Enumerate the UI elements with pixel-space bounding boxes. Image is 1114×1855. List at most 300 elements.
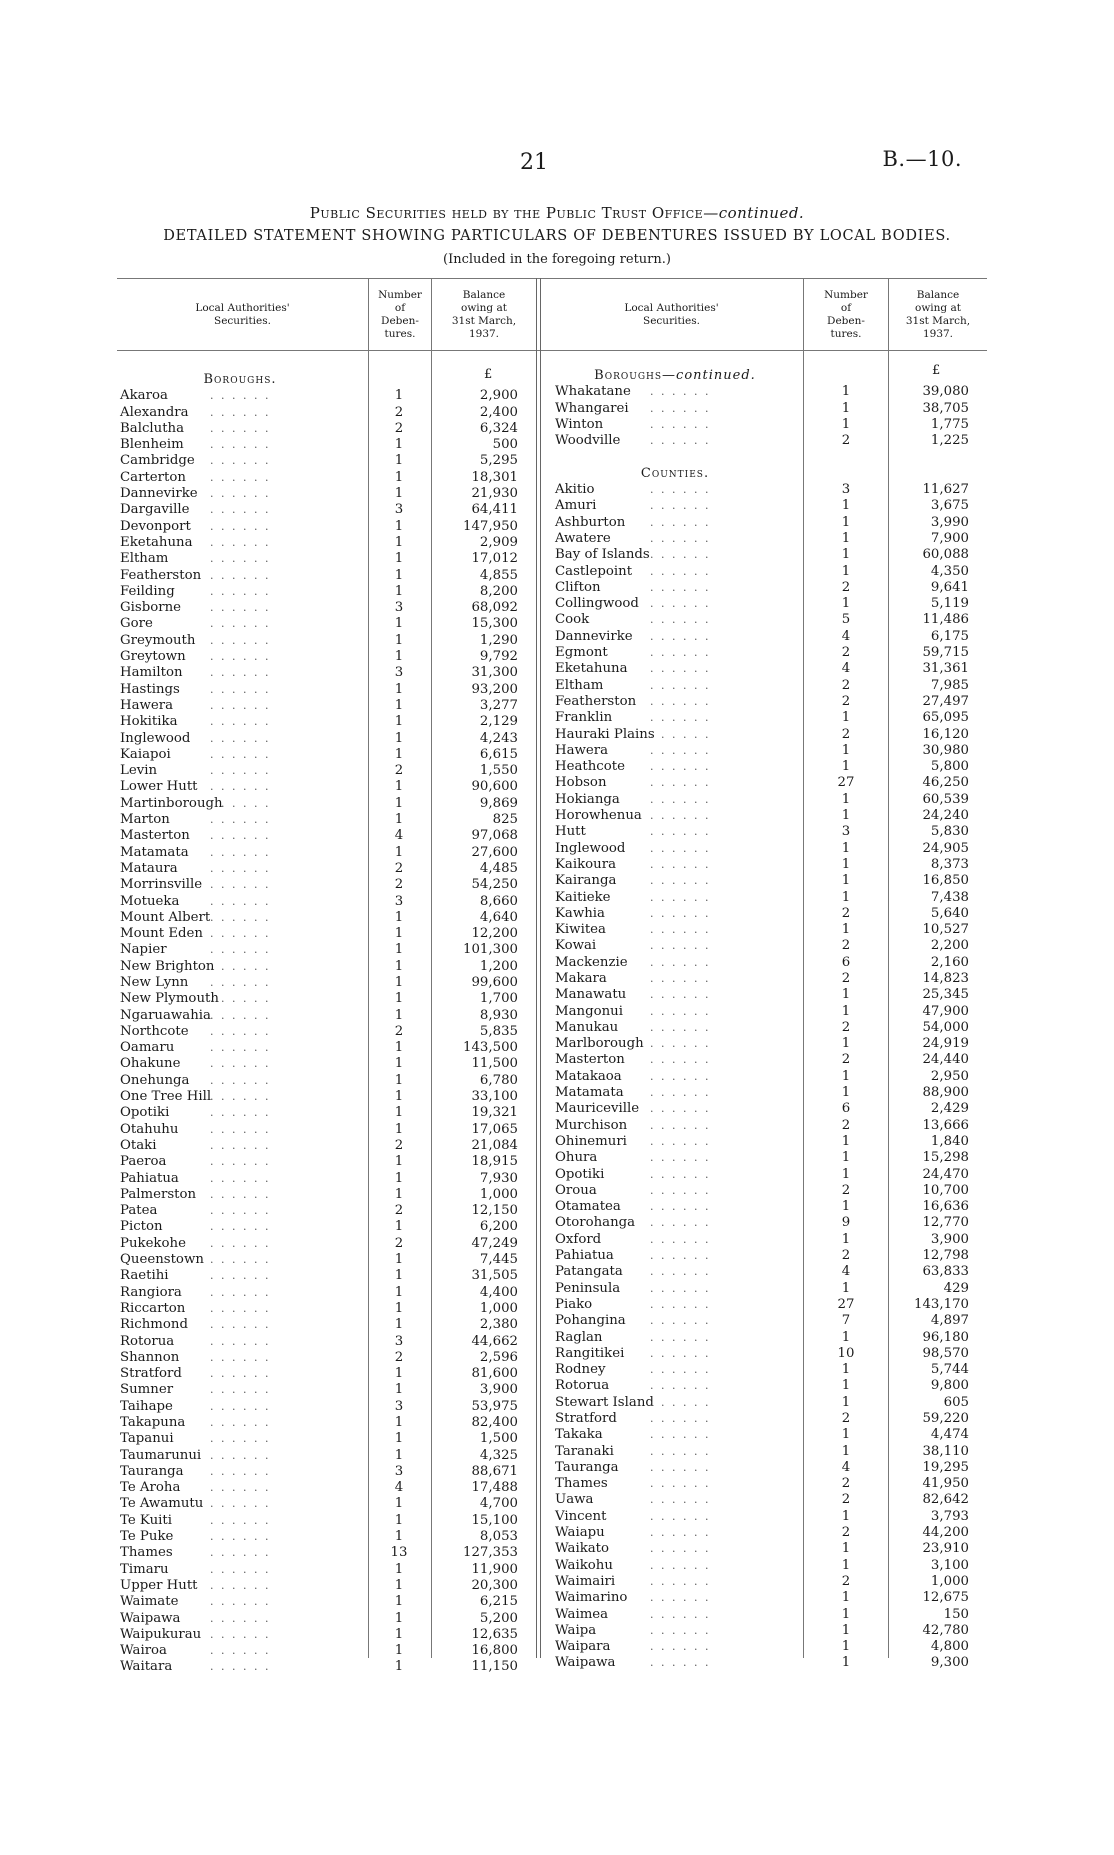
balance-owing: 12,675	[922, 1590, 969, 1606]
balance-owing: 41,950	[922, 1476, 969, 1492]
balance-owing: 4,800	[930, 1639, 969, 1655]
borough-row	[120, 1301, 536, 1317]
authority-name: Gore	[120, 616, 153, 632]
borough-row	[120, 1513, 536, 1529]
leader-dots: . . . . . .	[650, 1265, 711, 1279]
leader-dots: . . . . . .	[210, 1318, 271, 1332]
debenture-count: 2	[841, 726, 851, 742]
balance-owing: 5,744	[930, 1362, 969, 1378]
authority-name: Patangata	[555, 1264, 623, 1280]
leader-dots: . . . . . .	[650, 988, 711, 1002]
borough-row	[120, 812, 536, 828]
authority-name: Ohura	[555, 1150, 598, 1166]
debenture-count: 1	[394, 616, 404, 632]
debenture-count: 1	[841, 384, 851, 400]
leader-dots: . . . . . .	[650, 515, 711, 529]
balance-owing: 12,150	[471, 1203, 518, 1219]
authority-name: Matakaoa	[555, 1068, 622, 1084]
debenture-count: 1	[394, 1170, 404, 1186]
county-row	[555, 759, 985, 775]
authority-name: Blenheim	[120, 437, 184, 453]
leader-dots: . . . . . .	[650, 1591, 711, 1605]
county-row	[555, 596, 985, 612]
authority-name: Paeroa	[120, 1154, 167, 1170]
title-detailed-statement: DETAILED STATEMENT SHOWING PARTICULARS OF DEBENTURES ISSUED BY LOCAL BODIES.	[163, 228, 951, 244]
balance-owing: 30,980	[922, 742, 969, 758]
debenture-count: 1	[394, 518, 404, 534]
leader-dots: . . . . . .	[650, 1053, 711, 1067]
leader-dots: . . . . . .	[650, 629, 711, 643]
authority-name: Greytown	[120, 649, 186, 665]
borough-row	[120, 1448, 536, 1464]
leader-dots: . . . . . .	[210, 1627, 271, 1641]
county-row	[555, 1395, 985, 1411]
authority-name: Whangarei	[555, 400, 629, 416]
leader-dots: . . . . . .	[210, 1301, 271, 1315]
authority-name: Motueka	[120, 893, 180, 909]
authority-name: Riccarton	[120, 1300, 186, 1316]
county-row	[555, 824, 985, 840]
borough-row	[120, 796, 536, 812]
leader-dots: . . . . . .	[210, 878, 271, 892]
debenture-count: 1	[841, 1362, 851, 1378]
balance-owing: 5,835	[479, 1023, 518, 1039]
county-row	[555, 1069, 985, 1085]
leader-dots: . . . . . .	[650, 792, 711, 806]
balance-owing: 5,295	[479, 453, 518, 469]
balance-owing: 16,636	[922, 1199, 969, 1215]
authority-name: Otamatea	[555, 1199, 621, 1215]
leader-dots: . . . . . .	[210, 698, 271, 712]
authority-name: Waipawa	[555, 1655, 616, 1671]
borough-row	[120, 616, 536, 632]
borough-row	[120, 1399, 536, 1415]
leader-dots: . . . . . .	[210, 1269, 271, 1283]
balance-owing: 21,930	[471, 486, 518, 502]
county-row	[555, 938, 985, 954]
county-row	[555, 1607, 985, 1623]
debenture-count: 1	[394, 1643, 404, 1659]
authority-name: Kairanga	[555, 873, 617, 889]
balance-owing: 90,600	[471, 779, 518, 795]
leader-dots: . . . . . .	[650, 825, 711, 839]
header-number-right: Number of Deben- tures.	[824, 288, 868, 341]
leader-dots: . . . . . .	[210, 1562, 271, 1576]
balance-owing: 11,486	[922, 612, 969, 628]
borough-row	[120, 1611, 536, 1627]
leader-dots: . . . . . .	[650, 1574, 711, 1588]
authority-name: Martinborough	[120, 795, 223, 811]
borough-row	[120, 1496, 536, 1512]
leader-dots: . . . . . .	[210, 470, 271, 484]
county-row	[555, 645, 985, 661]
balance-owing: 12,635	[471, 1626, 518, 1642]
county-row	[555, 1085, 985, 1101]
borough-row	[120, 1105, 536, 1121]
leader-dots: . . . . . .	[650, 1281, 711, 1295]
balance-owing: 39,080	[922, 384, 969, 400]
authority-name: Eketahuna	[555, 661, 628, 677]
debenture-count: 1	[841, 1541, 851, 1557]
authority-name: Bay of Islands	[555, 547, 650, 563]
balance-owing: 1,500	[479, 1431, 518, 1447]
balance-owing: 96,180	[922, 1329, 969, 1345]
balance-owing: 3,675	[930, 498, 969, 514]
borough-row	[120, 1562, 536, 1578]
debenture-count: 1	[394, 1317, 404, 1333]
borough-row	[120, 991, 536, 1007]
county-row	[555, 547, 985, 563]
leader-dots: . . . . . .	[210, 1350, 271, 1364]
debenture-count: 4	[394, 828, 404, 844]
authority-name: Te Aroha	[120, 1480, 181, 1496]
borough-row	[120, 1350, 536, 1366]
balance-owing: 24,440	[922, 1052, 969, 1068]
leader-dots: . . . . . .	[650, 417, 711, 431]
debenture-count: 2	[394, 1203, 404, 1219]
county-row	[555, 1525, 985, 1541]
header-authorities-left: Local Authorities' Securities.	[195, 301, 290, 327]
leader-dots: . . . . . .	[210, 535, 271, 549]
leader-dots: . . . . . .	[210, 1399, 271, 1413]
balance-owing: 7,985	[930, 677, 969, 693]
authority-name: Te Kuiti	[120, 1512, 172, 1528]
balance-owing: 1,225	[930, 433, 969, 449]
authority-name: Shannon	[120, 1349, 180, 1365]
balance-owing: 143,500	[463, 1040, 518, 1056]
debenture-count: 1	[394, 1040, 404, 1056]
leader-dots: . . . . . .	[650, 564, 711, 578]
debenture-count: 1	[841, 710, 851, 726]
borough-row	[120, 1056, 536, 1072]
borough-row	[120, 1366, 536, 1382]
balance-owing: 3,900	[479, 1382, 518, 1398]
authority-name: Taihape	[120, 1398, 173, 1414]
balance-owing: 24,240	[922, 808, 969, 824]
county-row	[555, 987, 985, 1003]
authority-name: Hauraki Plains	[555, 726, 655, 742]
leader-dots: . . . . . .	[650, 597, 711, 611]
authority-name: Piako	[555, 1296, 593, 1312]
leader-dots: . . . . . .	[650, 1183, 711, 1197]
county-row	[555, 1183, 985, 1199]
authority-name: Cook	[555, 612, 590, 628]
leader-dots: . . . . . .	[650, 1330, 711, 1344]
leader-dots: . . . . . .	[650, 1656, 711, 1670]
authority-name: Queenstown	[120, 1252, 204, 1268]
balance-owing: 6,324	[479, 420, 518, 436]
debenture-count: 1	[394, 1154, 404, 1170]
debenture-count: 1	[394, 958, 404, 974]
leader-dots: . . . . . .	[650, 906, 711, 920]
debenture-count: 1	[841, 1068, 851, 1084]
debenture-count: 1	[841, 1557, 851, 1573]
county-row	[555, 580, 985, 596]
authority-name: Kiwitea	[555, 922, 606, 938]
borough-row	[120, 1203, 536, 1219]
borough-row	[120, 665, 536, 681]
balance-owing: 27,497	[922, 693, 969, 709]
authority-name: Levin	[120, 763, 158, 779]
borough-row	[120, 584, 536, 600]
authority-name: Waikato	[555, 1541, 610, 1557]
header-number-left: Number of Deben- tures.	[378, 288, 422, 341]
balance-owing: 19,295	[922, 1459, 969, 1475]
authority-name: Manawatu	[555, 987, 627, 1003]
balance-owing: 1,700	[479, 991, 518, 1007]
debenture-count: 1	[841, 791, 851, 807]
leader-dots: . . . . . .	[210, 1595, 271, 1609]
leader-dots: . . . . . .	[210, 1464, 271, 1478]
leader-dots: . . . . . .	[210, 1481, 271, 1495]
balance-owing: 1,200	[479, 958, 518, 974]
authority-name: Winton	[555, 416, 604, 432]
authority-name: Picton	[120, 1219, 163, 1235]
leader-dots: . . . . . .	[650, 1526, 711, 1540]
leader-dots: . . . . . .	[650, 1444, 711, 1458]
debenture-count: 1	[841, 547, 851, 563]
borough-row	[120, 486, 536, 502]
debenture-count: 1	[841, 1085, 851, 1101]
authority-name: Akitio	[555, 482, 595, 498]
borough-row	[120, 1285, 536, 1301]
authority-name: New Lynn	[120, 974, 189, 990]
balance-owing: 2,160	[930, 954, 969, 970]
leader-dots: . . . . . .	[650, 1363, 711, 1377]
debenture-count: 2	[394, 1137, 404, 1153]
debenture-count: 1	[394, 583, 404, 599]
authority-name: Akaroa	[120, 388, 168, 404]
balance-owing: 33,100	[471, 1089, 518, 1105]
authority-name: Clifton	[555, 579, 601, 595]
authority-name: Featherston	[555, 693, 637, 709]
authority-name: Hawera	[555, 742, 609, 758]
balance-owing: 2,200	[930, 938, 969, 954]
authority-name: Dargaville	[120, 502, 190, 518]
county-row	[555, 694, 985, 710]
balance-owing: 1,000	[479, 1300, 518, 1316]
borough-row	[120, 1464, 536, 1480]
leader-dots: . . . . . .	[210, 1578, 271, 1592]
leader-dots: . . . . . .	[210, 845, 271, 859]
authority-name: Rodney	[555, 1362, 606, 1378]
county-row	[555, 661, 985, 677]
balance-owing: 88,671	[471, 1463, 518, 1479]
leader-dots: . . . . . .	[650, 1477, 711, 1491]
leader-dots: . . . . . .	[650, 1102, 711, 1116]
county-row	[555, 1639, 985, 1655]
borough-row	[120, 763, 536, 779]
authority-name: Rotorua	[555, 1378, 610, 1394]
balance-owing: 1,550	[479, 763, 518, 779]
debenture-count: 1	[841, 563, 851, 579]
debenture-count: 1	[841, 1394, 851, 1410]
leader-dots: . . . . . .	[650, 1428, 711, 1442]
leader-dots: . . . . . .	[650, 760, 711, 774]
leader-dots: . . . . . .	[210, 992, 271, 1006]
borough-row	[120, 470, 536, 486]
debenture-count: 1	[394, 1577, 404, 1593]
authority-name: Stratford	[120, 1366, 182, 1382]
balance-owing: 7,900	[930, 530, 969, 546]
balance-owing: 64,411	[471, 502, 518, 518]
debenture-count: 1	[394, 746, 404, 762]
leader-dots: . . . . . .	[650, 874, 711, 888]
county-row	[555, 1541, 985, 1557]
balance-owing: 53,975	[471, 1398, 518, 1414]
balance-owing: 5,119	[930, 596, 969, 612]
authority-name: Mount Eden	[120, 926, 203, 942]
county-row	[555, 808, 985, 824]
authority-name: Opotiki	[120, 1105, 170, 1121]
debenture-count: 13	[390, 1545, 408, 1561]
leader-dots: . . . . . .	[650, 1134, 711, 1148]
authority-name: Carterton	[120, 469, 186, 485]
balance-owing: 429	[943, 1280, 969, 1296]
debenture-count: 2	[841, 677, 851, 693]
borough-row	[120, 519, 536, 535]
balance-owing: 6,175	[930, 628, 969, 644]
authority-name: Masterton	[120, 828, 190, 844]
debenture-count: 9	[841, 1215, 851, 1231]
county-row	[555, 1590, 985, 1606]
county-row	[555, 1427, 985, 1443]
leader-dots: . . . . . .	[650, 776, 711, 790]
authority-name: Castlepoint	[555, 563, 633, 579]
boroughs-list	[120, 372, 536, 1676]
boroughs-continued-title: Boroughs	[594, 368, 663, 383]
county-row	[555, 1460, 985, 1476]
leader-dots: . . . . . .	[650, 1151, 711, 1165]
leader-dots: . . . . . .	[650, 1395, 711, 1409]
borough-row	[120, 551, 536, 567]
leader-dots: . . . . . .	[210, 1530, 271, 1544]
leader-dots: . . . . . .	[210, 975, 271, 989]
authority-name: Awatere	[555, 530, 611, 546]
borough-row	[120, 1138, 536, 1154]
borough-row	[120, 1187, 536, 1203]
debenture-count: 1	[394, 697, 404, 713]
leader-dots: . . . . . .	[650, 1558, 711, 1572]
authority-name: Onehunga	[120, 1072, 190, 1088]
authority-name: Hobson	[555, 775, 607, 791]
leader-dots: . . . . . .	[650, 548, 711, 562]
leader-dots: . . . . . .	[210, 1334, 271, 1348]
leader-dots: . . . . . .	[210, 601, 271, 615]
county-row	[555, 1574, 985, 1590]
debenture-count: 1	[394, 1219, 404, 1235]
balance-owing: 5,800	[930, 759, 969, 775]
debenture-count: 2	[841, 1019, 851, 1035]
leader-dots: . . . . . .	[210, 552, 271, 566]
authority-name: Waimarino	[555, 1590, 628, 1606]
header-authorities-right: Local Authorities' Securities.	[624, 301, 719, 327]
debenture-count: 1	[394, 844, 404, 860]
authority-name: Mackenzie	[555, 954, 628, 970]
borough-row	[120, 535, 536, 551]
county-row	[555, 1199, 985, 1215]
leader-dots: . . . . . .	[210, 1073, 271, 1087]
county-row	[555, 857, 985, 873]
debenture-count: 1	[394, 812, 404, 828]
authority-name: Hokitika	[120, 714, 178, 730]
authority-name: Waiapu	[555, 1525, 605, 1541]
debenture-count: 2	[841, 645, 851, 661]
debenture-count: 6	[841, 954, 851, 970]
balance-owing: 17,065	[471, 1121, 518, 1137]
borough-row	[120, 1089, 536, 1105]
balance-owing: 7,930	[479, 1170, 518, 1186]
balance-owing: 99,600	[471, 974, 518, 990]
authority-name: Devonport	[120, 518, 191, 534]
authority-name: Takapuna	[120, 1415, 186, 1430]
authority-name: Matamata	[120, 844, 189, 860]
authority-name: Collingwood	[555, 596, 639, 612]
section-title-boroughs: Boroughs.	[203, 372, 277, 387]
authority-name: Vincent	[555, 1508, 607, 1524]
debenture-count: 2	[841, 1525, 851, 1541]
leader-dots: . . . . . .	[210, 1090, 271, 1104]
leader-dots: . . . . . .	[210, 454, 271, 468]
debenture-count: 1	[841, 596, 851, 612]
borough-row	[120, 1154, 536, 1170]
leader-dots: . . . . . .	[650, 1232, 711, 1246]
authority-name: Stewart Island	[555, 1394, 654, 1410]
debenture-count: 2	[841, 1117, 851, 1133]
balance-owing: 44,200	[922, 1525, 969, 1541]
authority-name: Tapanui	[120, 1431, 174, 1447]
leader-dots: . . . . . .	[650, 1086, 711, 1100]
leader-dots: . . . . . .	[210, 421, 271, 435]
leader-dots: . . . . . .	[210, 633, 271, 647]
title-continued: —continued.	[703, 204, 805, 222]
debenture-count: 2	[394, 1349, 404, 1365]
authority-name: Richmond	[120, 1317, 188, 1333]
authority-name: Thames	[120, 1545, 173, 1561]
authority-name: Otaki	[120, 1137, 157, 1153]
balance-owing: 54,250	[471, 877, 518, 893]
borough-row	[120, 1171, 536, 1187]
borough-row	[120, 421, 536, 437]
debenture-count: 1	[394, 649, 404, 665]
balance-owing: 3,100	[930, 1557, 969, 1573]
county-row	[555, 482, 985, 498]
debenture-count: 1	[394, 942, 404, 958]
debenture-count: 1	[394, 567, 404, 583]
debenture-count: 1	[841, 498, 851, 514]
authority-name: Heathcote	[555, 759, 625, 775]
document-reference: B.—10.	[882, 147, 962, 171]
debenture-count: 1	[394, 1284, 404, 1300]
debenture-count: 1	[841, 1606, 851, 1622]
leader-dots: . . . . . .	[210, 1660, 271, 1674]
balance-owing: 147,950	[463, 518, 518, 534]
debenture-count: 1	[841, 873, 851, 889]
leader-dots: . . . . . .	[210, 1253, 271, 1267]
debenture-count: 2	[394, 1235, 404, 1251]
debenture-count: 2	[841, 693, 851, 709]
leader-dots: . . . . . .	[650, 1412, 711, 1425]
balance-owing: 1,775	[930, 416, 969, 432]
balance-owing: 46,250	[922, 775, 969, 791]
debenture-count: 1	[841, 400, 851, 416]
balance-owing: 31,505	[471, 1268, 518, 1284]
balance-owing: 6,200	[479, 1219, 518, 1235]
balance-owing: 60,088	[922, 547, 969, 563]
leader-dots: . . . . . .	[210, 1204, 271, 1218]
county-row	[555, 678, 985, 694]
authority-name: Mataura	[120, 860, 178, 876]
